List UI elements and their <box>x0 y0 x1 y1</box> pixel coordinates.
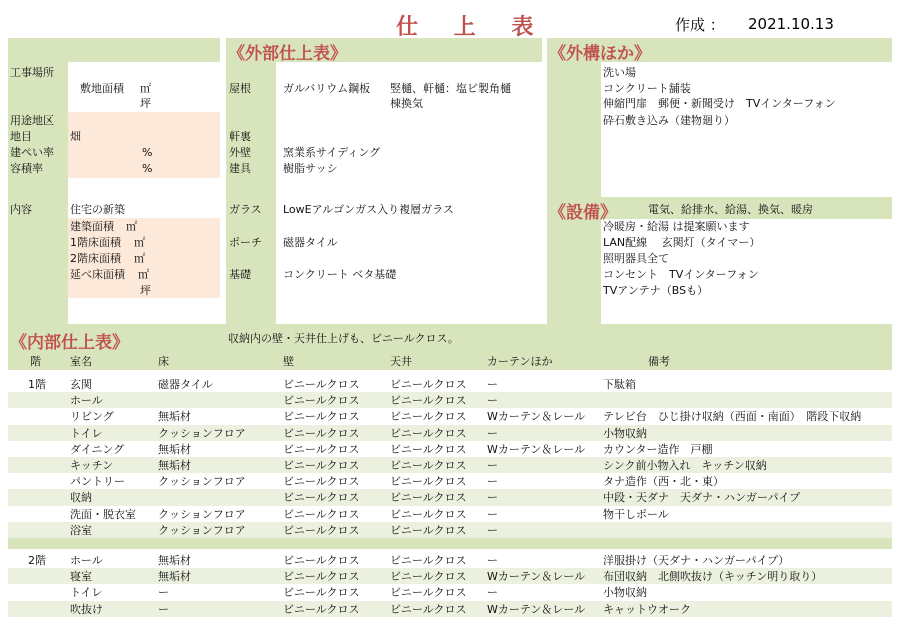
table-cell: Wカーテン＆レール <box>487 410 586 424</box>
table-cell: ビニールクロス <box>283 442 360 456</box>
table-cell: ー <box>487 523 498 537</box>
table-cell: ビニールクロス <box>283 570 360 584</box>
table-cell: 寝室 <box>70 570 92 584</box>
porch-label: ポーチ <box>229 236 262 249</box>
table-cell: 無垢材 <box>158 442 191 456</box>
table-cell: 物干しポール <box>603 507 669 521</box>
table-cell: ビニールクロス <box>390 475 467 489</box>
col-header-floor-finish: 床 <box>158 355 169 368</box>
outside-item: 伸縮門扉 郵便・新聞受け TVインターフォン <box>603 97 836 110</box>
table-cell: 磁器タイル <box>158 378 213 391</box>
table-cell: ビニールクロス <box>283 586 360 600</box>
porch-value: 磁器タイル <box>283 236 338 249</box>
equipment-heading: 《設備》 <box>549 203 617 223</box>
table-cell: 浴室 <box>70 523 92 537</box>
table-cell: タナ造作（西・北・東） <box>603 475 724 489</box>
table-cell: キャットウオーク <box>603 602 691 616</box>
interior-heading: 《内部仕上表》 <box>10 333 129 353</box>
table-cell: ー <box>487 491 498 505</box>
equipment-item: LAN配線 玄関灯（タイマー） <box>603 236 761 249</box>
table-cell: 下駄箱 <box>603 378 636 391</box>
outside-item: 砕石敷き込み（建物廻り） <box>603 114 735 127</box>
content-value: 住宅の新築 <box>70 203 125 216</box>
coverage-unit: % <box>142 146 153 159</box>
interior-note: 収納内の壁・天井仕上げも、ビニールクロス。 <box>228 332 459 345</box>
table-cell: ビニールクロス <box>390 426 467 440</box>
equipment-item: 冷暖房・給湯 は提案願います <box>603 220 750 233</box>
table-cell: ビニールクロス <box>390 394 467 408</box>
table-cell: 無垢材 <box>158 410 191 424</box>
table-cell: ー <box>487 507 498 521</box>
table-cell: ビニールクロス <box>390 442 467 456</box>
table-cell: ー <box>487 475 498 489</box>
equipment-item: TVアンテナ（BSも） <box>603 284 709 297</box>
table-cell: ビニールクロス <box>283 459 360 472</box>
table-cell: 洗面・脱衣室 <box>70 507 136 521</box>
land-label: 地目 <box>10 130 32 143</box>
fitting-value: 樹脂サッシ <box>283 162 338 175</box>
table-cell: クッションフロア <box>158 523 246 537</box>
land-value: 畑 <box>70 130 81 143</box>
table-cell: クッションフロア <box>158 426 246 440</box>
floor2-area-unit: ㎡ <box>134 252 145 265</box>
table-cell: ダイニング <box>70 442 125 456</box>
col-header-wall: 壁 <box>283 355 294 368</box>
glass-label: ガラス <box>229 203 262 216</box>
exterior-heading: 《外部仕上表》 <box>228 44 347 64</box>
content-label: 内容 <box>10 203 32 216</box>
table-cell: ー <box>487 459 498 472</box>
table-cell: クッションフロア <box>158 507 246 521</box>
equipment-item: 照明器具全て <box>603 252 669 265</box>
floor-ratio-unit: % <box>142 162 153 175</box>
floor1-area-label: 1階床面積 <box>70 236 121 249</box>
total-floor-unit: ㎡ <box>138 268 149 281</box>
table-cell: Wカーテン＆レール <box>487 442 586 456</box>
table-cell: 無垢材 <box>158 459 191 472</box>
table-cell: ビニールクロス <box>283 554 360 567</box>
col-header-ceiling: 天井 <box>390 355 412 368</box>
table-cell: トイレ <box>70 426 103 440</box>
table-cell: トイレ <box>70 586 103 600</box>
table-cell: ビニールクロス <box>390 586 467 600</box>
table-cell: 小物収納 <box>603 586 647 600</box>
floor2-area-label: 2階床面積 <box>70 252 121 265</box>
floor2-label: 2階 <box>28 554 46 567</box>
created-date: 2021.10.13 <box>748 15 834 33</box>
wall-label: 外壁 <box>229 146 251 159</box>
col-header-floor: 階 <box>30 355 41 368</box>
col-header-notes: 備考 <box>648 355 670 368</box>
equipment-summary: 電気、給排水、給湯、換気、暖房 <box>648 203 813 216</box>
table-cell: ビニールクロス <box>283 507 360 521</box>
table-cell: 玄関 <box>70 378 92 391</box>
table-cell: ビニールクロス <box>390 523 467 537</box>
table-cell: ビニールクロス <box>390 491 467 505</box>
table-cell: Wカーテン＆レール <box>487 602 586 616</box>
table-cell: カウンター造作 戸棚 <box>603 442 713 456</box>
eaves-label: 軒裏 <box>229 130 251 143</box>
building-area-unit: ㎡ <box>126 220 137 233</box>
foundation-value: コンクリート ベタ基礎 <box>283 268 397 281</box>
floor-ratio-label: 容積率 <box>10 162 43 175</box>
lot-area-unit-tsubo: 坪 <box>140 97 151 110</box>
table-cell: ビニールクロス <box>283 426 360 440</box>
fitting-label: 建具 <box>229 162 251 175</box>
table-cell: ー <box>158 586 169 600</box>
equipment-item: コンセント TVインターフォン <box>603 268 759 281</box>
table-cell: 無垢材 <box>158 570 191 584</box>
table-cell: ー <box>487 586 498 600</box>
table-cell: ビニールクロス <box>283 602 360 616</box>
roof-note-gutter: 竪樋、軒樋：塩ビ製角樋 <box>390 82 511 95</box>
roof-label: 屋根 <box>229 82 251 95</box>
table-cell: ビニールクロス <box>283 394 360 408</box>
table-cell: ビニールクロス <box>283 491 360 505</box>
table-cell: Wカーテン＆レール <box>487 570 586 584</box>
floor1-label: 1階 <box>28 378 46 391</box>
table-cell: ホール <box>70 554 103 567</box>
table-cell: ー <box>158 602 169 616</box>
floor1-area-unit: ㎡ <box>134 236 145 249</box>
table-cell: ビニールクロス <box>390 554 467 567</box>
col-header-room: 室名 <box>70 355 92 368</box>
wall-value: 窯業系サイディング <box>283 146 381 159</box>
table-cell: 中段・天ダナ 天ダナ・ハンガーパイプ <box>603 491 801 505</box>
building-area-label: 建築面積 <box>70 220 114 233</box>
table-cell: ビニールクロス <box>390 378 467 391</box>
table-cell: 吹抜け <box>70 602 103 616</box>
table-cell: ー <box>487 394 498 408</box>
table-cell: 布団収納 北側吹抜け（キッチン明り取り） <box>603 570 823 584</box>
table-cell: クッションフロア <box>158 475 246 489</box>
roof-value: ガルバリウム鋼板 <box>283 82 371 95</box>
table-cell: リビング <box>70 410 114 424</box>
table-cell: パントリー <box>70 475 125 489</box>
table-cell: ホール <box>70 394 103 408</box>
created-label: 作成 ： <box>675 16 725 34</box>
page-title: 仕 上 表 <box>396 14 548 40</box>
table-cell: ビニールクロス <box>390 459 467 472</box>
table-cell: ー <box>487 426 498 440</box>
total-floor-unit-tsubo: 坪 <box>140 284 151 297</box>
outside-heading: 《外構ほか》 <box>549 44 651 64</box>
table-cell: 洋服掛け（天ダナ・ハンガーパイプ） <box>603 554 790 567</box>
coverage-label: 建ぺい率 <box>10 146 54 159</box>
table-cell: ー <box>487 378 498 391</box>
table-cell: ビニールクロス <box>283 523 360 537</box>
glass-value: LowEアルゴンガス入り複層ガラス <box>283 203 454 216</box>
foundation-label: 基礎 <box>229 268 251 281</box>
zoning-label: 用途地区 <box>10 114 54 127</box>
site-label: 工事場所 <box>10 66 54 79</box>
table-cell: ビニールクロス <box>390 507 467 521</box>
col-header-curtain: カーテンほか <box>487 355 553 368</box>
table-cell: ビニールクロス <box>283 378 360 391</box>
table-cell: ビニールクロス <box>390 602 467 616</box>
table-cell: ー <box>487 554 498 567</box>
outside-item: コンクリート舗装 <box>603 82 691 95</box>
roof-note-vent: 棟換気 <box>390 97 423 110</box>
table-cell: ビニールクロス <box>390 410 467 424</box>
table-cell: 無垢材 <box>158 554 191 567</box>
table-cell: シンク前小物入れ キッチン収納 <box>603 459 767 472</box>
total-floor-label: 延べ床面積 <box>70 268 125 281</box>
table-cell: ビニールクロス <box>283 410 360 424</box>
table-cell: 小物収納 <box>603 426 647 440</box>
outside-item: 洗い場 <box>603 66 636 79</box>
lot-area-unit-m2: ㎡ <box>140 82 151 95</box>
table-cell: ビニールクロス <box>390 570 467 584</box>
table-cell: 収納 <box>70 491 92 505</box>
table-cell: キッチン <box>70 459 114 472</box>
lot-area-label: 敷地面積 <box>80 82 124 95</box>
table-cell: ビニールクロス <box>283 475 360 489</box>
table-cell: テレビ台 ひじ掛け収納（西面・南面） 階段下収納 <box>603 410 862 424</box>
